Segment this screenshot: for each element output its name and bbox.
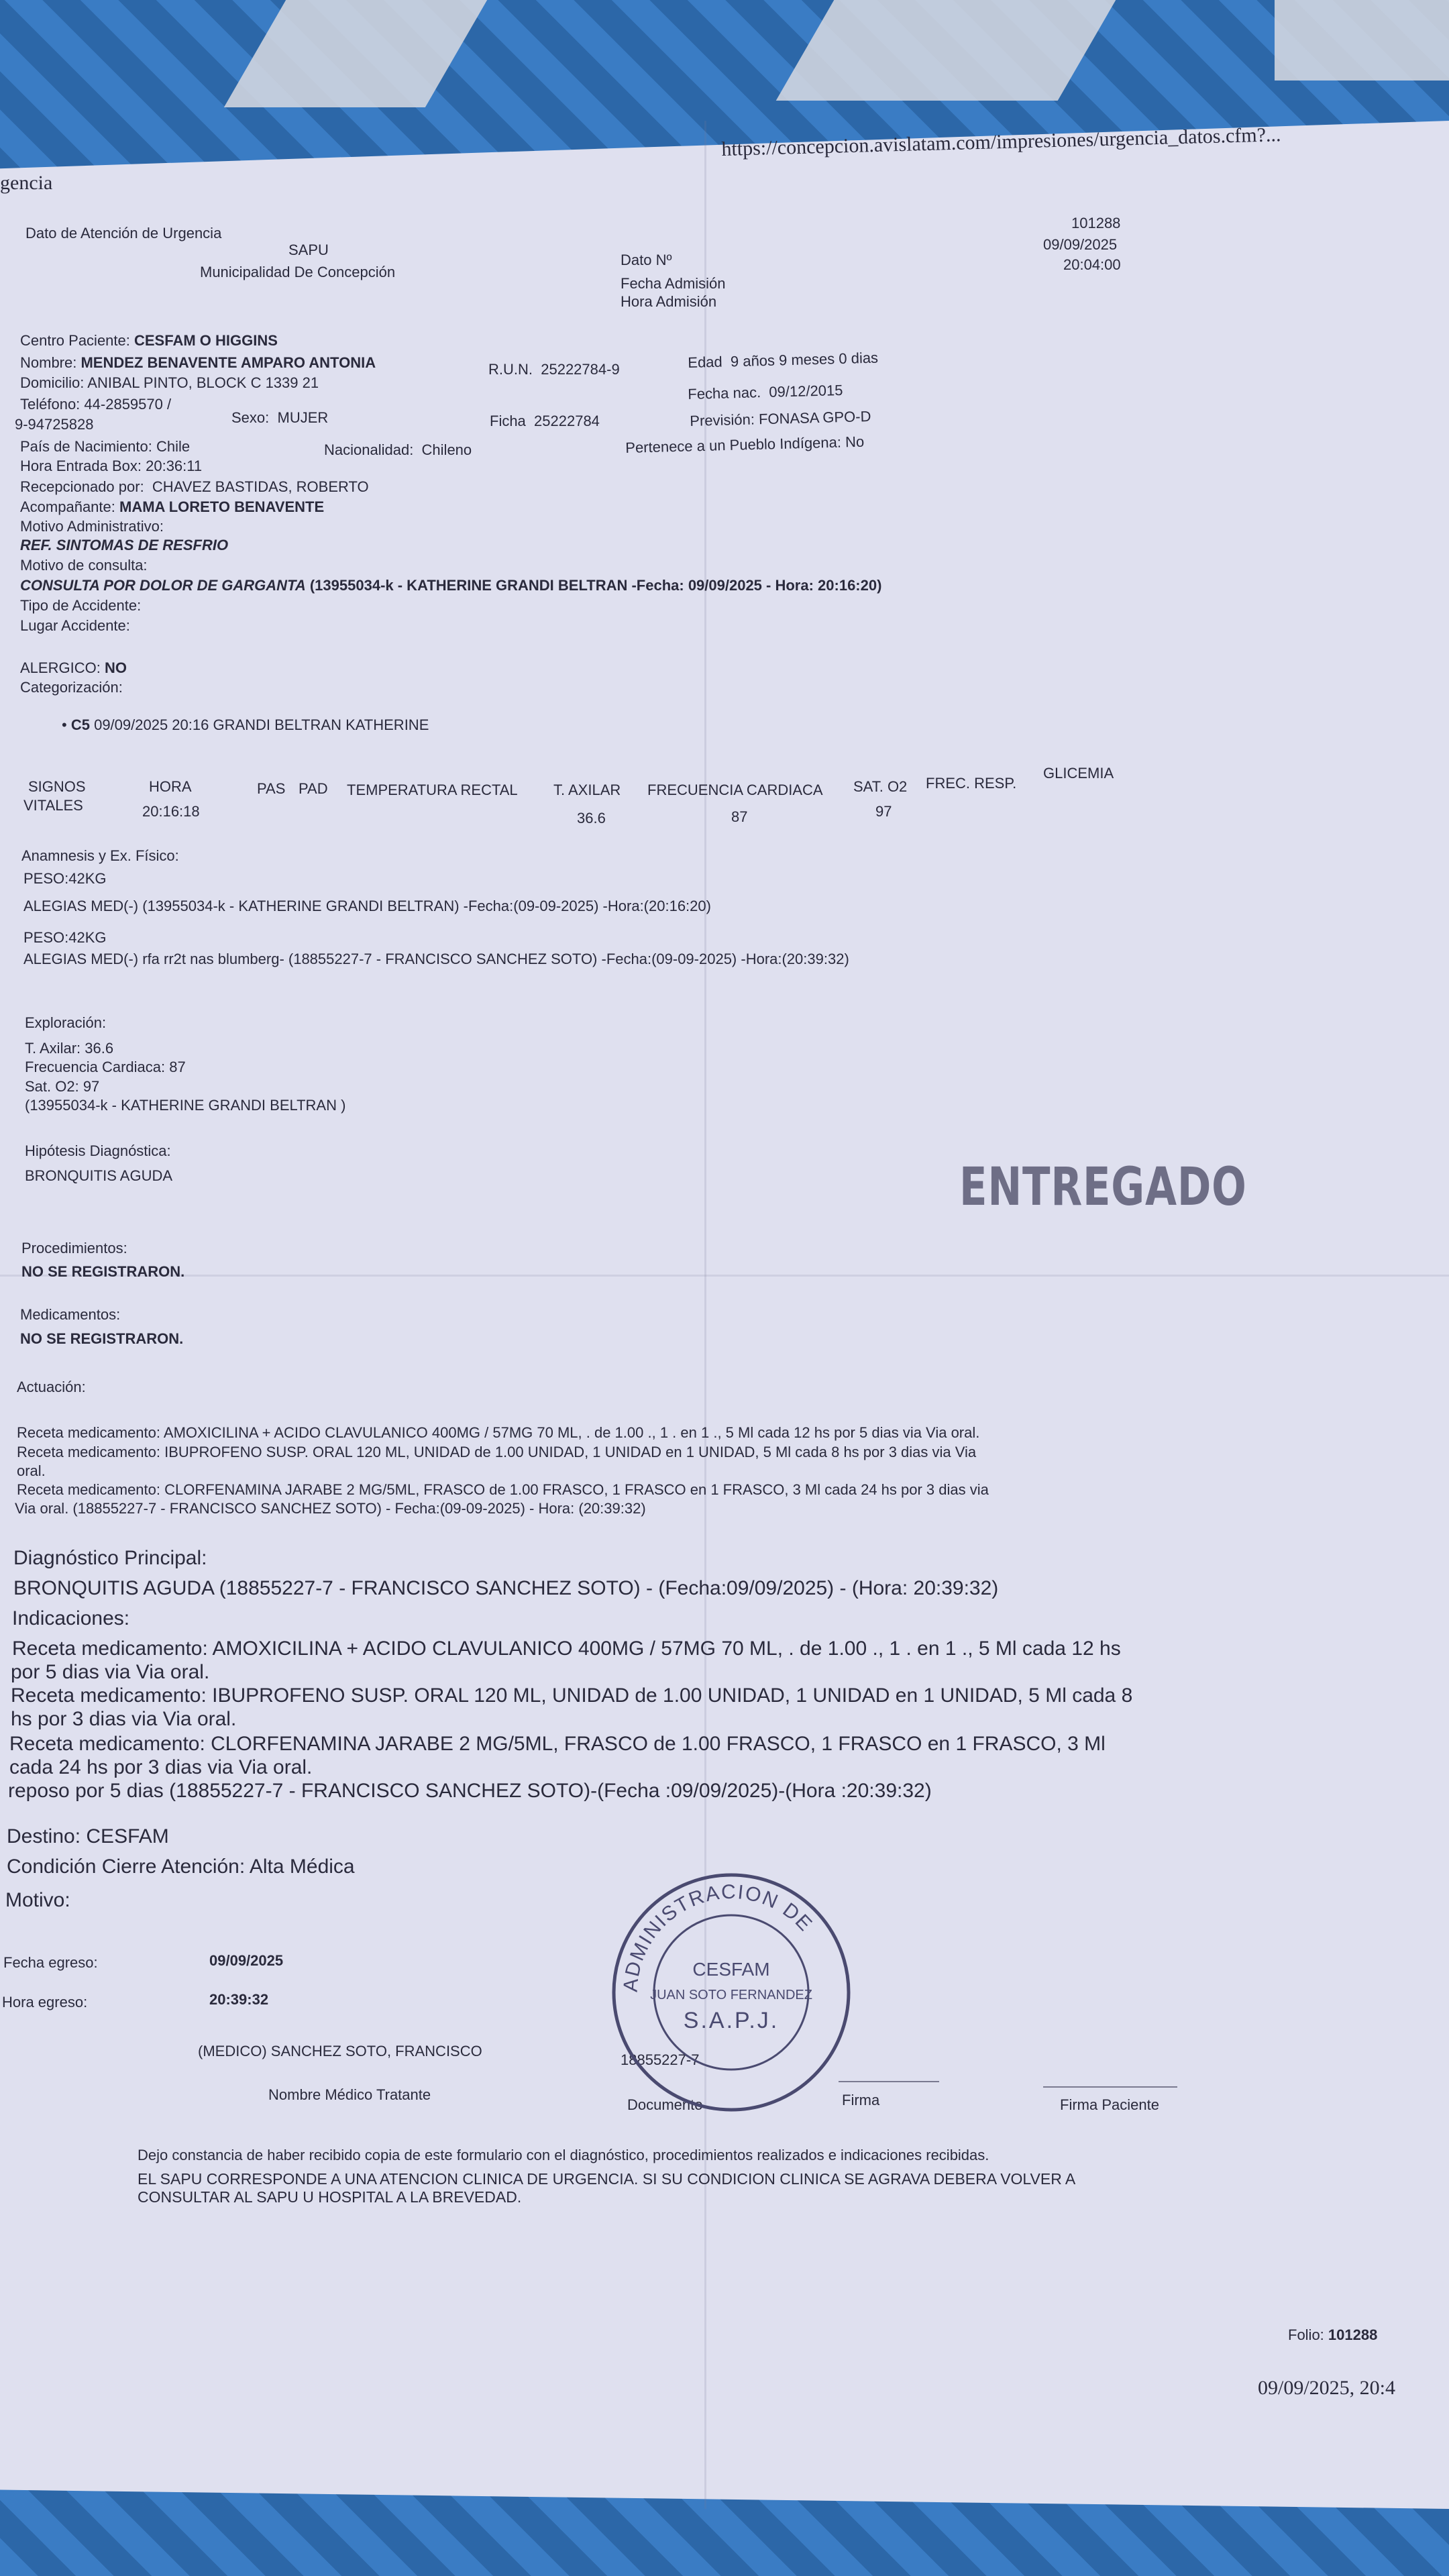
hora-egreso-label: Hora egreso:	[2, 1994, 88, 2010]
sexo-label: Sexo:	[231, 409, 270, 426]
telefono-2: 9-94725828	[15, 416, 94, 433]
anamnesis-line-2: ALEGIAS MED(-) rfa rr2t nas blumberg- (18855227-7 - FRANCISCO SANCHEZ SOTO) -Fecha:(09-09-2025) -Hora:(20:39:32)	[23, 951, 849, 967]
cat-detail: 09/09/2025 20:16 GRANDI BELTRAN KATHERINE	[94, 716, 429, 733]
anamnesis-peso-2: PESO:42KG	[23, 929, 107, 946]
org-sapu: SAPU	[288, 241, 329, 258]
lugar-accidente-label: Lugar Accidente:	[20, 617, 130, 634]
exploracion-line: Frecuencia Cardiaca: 87	[25, 1059, 186, 1075]
categorizacion-item: • C5 09/09/2025 20:16 GRANDI BELTRAN KATHERINE	[62, 716, 429, 733]
org-municipalidad: Municipalidad De Concepción	[200, 264, 396, 280]
vitals-header-fc: FRECUENCIA CARDIACA	[647, 782, 823, 798]
vitals-header-taxilar: T. AXILAR	[553, 782, 621, 798]
exploracion-line: T. Axilar: 36.6	[25, 1040, 114, 1057]
actuacion-line: oral.	[17, 1462, 46, 1479]
acompanante: MAMA LORETO BENAVENTE	[119, 498, 325, 515]
motivo-consulta-meta: (13955034-k - KATHERINE GRANDI BELTRAN -Fecha: 09/09/2025 - Hora: 20:16:20)	[309, 577, 882, 594]
motivo-consulta-label: Motivo de consulta:	[20, 557, 148, 574]
vitals-fc: 87	[731, 808, 748, 825]
vitals-header-glicemia: GLICEMIA	[1043, 765, 1114, 782]
dato-no-label: Dato Nº	[621, 252, 672, 268]
medicamentos-label: Medicamentos:	[20, 1306, 121, 1323]
cat-code: C5	[70, 716, 90, 733]
folio: 101288	[1328, 2326, 1378, 2343]
pais: Chile	[156, 438, 191, 455]
ficha-label: Ficha	[490, 413, 526, 429]
run-label: R.U.N.	[488, 361, 533, 378]
medicamentos-value: NO SE REGISTRARON.	[20, 1330, 184, 1347]
footer-line-1: Dejo constancia de haber recibido copia de este formulario con el diagnóstico, procedimientos realizados e indicaciones recibidas.	[138, 2147, 989, 2163]
motivo-adm-label: Motivo Administrativo:	[20, 518, 164, 535]
anamnesis-label: Anamnesis y Ex. Físico:	[21, 847, 179, 864]
cesfam-seal	[607, 1868, 855, 2116]
seal-center-2: JUAN SOTO FERNANDEZ	[650, 1988, 812, 2002]
actuacion-line: Receta medicamento: CLORFENAMINA JARABE 2 MG/5ML, FRASCO de 1.00 FRASCO, 1 FRASCO en 1 FRASCO, 3 Ml cada 24 hs por 3 dias via	[17, 1481, 989, 1498]
dato-no: 101288	[1071, 215, 1121, 231]
vitals-label-2: VITALES	[23, 797, 83, 814]
hora-admision-label: Hora Admisión	[621, 293, 717, 310]
condicion-cierre: Condición Cierre Atención: Alta Médica	[7, 1856, 355, 1878]
indicaciones-label: Indicaciones:	[12, 1607, 130, 1629]
procedimientos-label: Procedimientos:	[21, 1240, 127, 1256]
motivo-adm: REF. SINTOMAS DE RESFRIO	[20, 537, 229, 553]
nacionalidad-label: Nacionalidad:	[324, 441, 414, 458]
seal-center-3: S.A.P.J.	[683, 2008, 780, 2033]
fecha-egreso-label: Fecha egreso:	[3, 1954, 98, 1971]
hora-admision: 20:04:00	[1063, 256, 1121, 273]
vitals-header-temp: TEMPERATURA RECTAL	[347, 782, 518, 798]
vitals-header-fr: FREC. RESP.	[926, 775, 1017, 792]
anamnesis-line-1: ALEGIAS MED(-) (13955034-k - KATHERINE GRANDI BELTRAN) -Fecha:(09-09-2025) -Hora:(20:16:20)	[23, 898, 711, 914]
pais-label: País de Nacimiento:	[20, 438, 152, 455]
fecha-nac-label: Fecha nac.	[688, 384, 761, 402]
edad-label: Edad	[688, 353, 723, 371]
paper-fold	[0, 1275, 1449, 1277]
motivo-cierre: Motivo:	[5, 1889, 70, 1911]
domicilio-label: Domicilio:	[20, 374, 85, 391]
print-date: 09/09/2025, 20:4	[1258, 2377, 1396, 2399]
vitals-header-hora: HORA	[149, 778, 192, 795]
exploracion-label: Exploración:	[25, 1014, 107, 1031]
browser-header-fragment: gencia	[0, 172, 53, 194]
indicaciones-line: hs por 3 dias via Via oral.	[11, 1708, 237, 1730]
fecha-nac: 09/12/2015	[769, 381, 843, 400]
hora-egreso: 20:39:32	[209, 1991, 269, 2008]
actuacion-line: Via oral. (18855227-7 - FRANCISCO SANCHEZ SOTO) - Fecha:(09-09-2025) - Hora: (20:39:32)	[15, 1500, 646, 1517]
seal-ring-text: ADMINISTRACION DE	[619, 1880, 817, 1993]
seal-center-1: CESFAM	[692, 1959, 770, 1980]
indigena-label: Pertenece a un Pueblo Indígena:	[625, 433, 842, 456]
run: 25222784-9	[541, 361, 620, 378]
vitals-header-pad: PAD	[299, 780, 328, 797]
tipo-accidente-label: Tipo de Accidente:	[20, 597, 142, 614]
centro-paciente: CESFAM O HIGGINS	[134, 332, 278, 349]
entregado-stamp: ENTREGADO	[959, 1157, 1247, 1218]
actuacion-line: Receta medicamento: IBUPROFENO SUSP. ORAL 120 ML, UNIDAD de 1.00 UNIDAD, 1 UNIDAD en 1 UNIDAD, 5 Ml cada 8 hs por 3 dias via Via	[17, 1444, 977, 1460]
centro-label: Centro Paciente:	[20, 332, 130, 349]
indicaciones-line: Receta medicamento: IBUPROFENO SUSP. ORAL 120 ML, UNIDAD de 1.00 UNIDAD, 1 UNIDAD en 1 UNIDAD, 5 Ml cada 8	[11, 1684, 1133, 1707]
indicaciones-line: cada 24 hs por 3 dias via Via oral.	[9, 1756, 313, 1778]
exploracion-line: (13955034-k - KATHERINE GRANDI BELTRAN )	[25, 1097, 346, 1114]
nombre-label: Nombre:	[20, 354, 77, 371]
fecha-admision-label: Fecha Admisión	[621, 275, 726, 292]
nacionalidad: Chileno	[421, 441, 472, 458]
hora-box-label: Hora Entrada Box:	[20, 458, 142, 474]
procedimientos-value: NO SE REGISTRARON.	[21, 1263, 185, 1280]
diagnostico-value: BRONQUITIS AGUDA (18855227-7 - FRANCISCO SANCHEZ SOTO) - (Fecha:09/09/2025) - (Hora: 20:39:32)	[13, 1577, 999, 1599]
nombre-medico-label: Nombre Médico Tratante	[268, 2086, 431, 2103]
vitals-header-sat: SAT. O2	[853, 778, 908, 795]
exploracion-line: Sat. O2: 97	[25, 1078, 100, 1095]
doc-title: Dato de Atención de Urgencia	[25, 225, 222, 241]
hora-box: 20:36:11	[146, 458, 203, 474]
prevision: FONASA GPO-D	[758, 407, 871, 428]
prevision-label: Previsión:	[690, 411, 755, 429]
sexo: MUJER	[277, 409, 329, 426]
telefono: 44-2859570 /	[84, 396, 172, 413]
indicaciones-line: Receta medicamento: CLORFENAMINA JARABE 2 MG/5ML, FRASCO de 1.00 FRASCO, 1 FRASCO en 1 FRASCO, 3 Ml	[9, 1733, 1106, 1755]
fecha-egreso: 09/09/2025	[209, 1952, 284, 1969]
alergico-label: ALERGICO:	[20, 659, 101, 676]
print-url: https://concepcion.avislatam.com/impresiones/urgencia_datos.cfm?...	[721, 123, 1281, 160]
vitals-sat: 97	[875, 803, 892, 820]
domicilio: ANIBAL PINTO, BLOCK C 1339 21	[87, 374, 319, 391]
documento-number: 18855227-7	[621, 2051, 700, 2068]
hipotesis-value: BRONQUITIS AGUDA	[25, 1167, 173, 1184]
folio-label: Folio:	[1288, 2326, 1324, 2343]
categorizacion-label: Categorización:	[20, 679, 123, 696]
anamnesis-peso-1: PESO:42KG	[23, 870, 107, 887]
vitals-taxilar: 36.6	[577, 810, 606, 826]
recepcionado-label: Recepcionado por:	[20, 478, 144, 495]
recepcionado: CHAVEZ BASTIDAS, ROBERTO	[152, 478, 369, 495]
firma-label: Firma	[842, 2092, 880, 2108]
documento-label: Documento	[627, 2096, 703, 2113]
edad: 9 años 9 meses 0 dias	[730, 349, 879, 370]
ficha: 25222784	[534, 413, 600, 429]
indigena: No	[845, 433, 865, 451]
telefono-label: Teléfono:	[20, 396, 80, 413]
motivo-consulta: CONSULTA POR DOLOR DE GARGANTA	[20, 577, 306, 594]
vitals-label-1: SIGNOS	[28, 778, 86, 795]
patient-name: MENDEZ BENAVENTE AMPARO ANTONIA	[80, 354, 376, 371]
destino: Destino: CESFAM	[7, 1825, 169, 1847]
indicaciones-line: Receta medicamento: AMOXICILINA + ACIDO CLAVULANICO 400MG / 57MG 70 ML, . de 1.00 ., 1 . en 1 ., 5 Ml cada 12 hs	[12, 1638, 1121, 1660]
actuacion-label: Actuación:	[17, 1379, 86, 1395]
firma-paciente-label: Firma Paciente	[1060, 2096, 1159, 2113]
hipotesis-label: Hipótesis Diagnóstica:	[25, 1142, 171, 1159]
vitals-hora: 20:16:18	[142, 803, 200, 820]
medico-tratante: (MEDICO) SANCHEZ SOTO, FRANCISCO	[198, 2043, 482, 2059]
fecha-admision: 09/09/2025	[1043, 236, 1118, 253]
alergico: NO	[104, 659, 127, 676]
diagnostico-label: Diagnóstico Principal:	[13, 1547, 207, 1569]
firma-paciente-line	[1043, 2086, 1177, 2088]
footer-line-2: EL SAPU CORRESPONDE A UNA ATENCION CLINICA DE URGENCIA. SI SU CONDICION CLINICA SE AGRAVA DEBERA VOLVER A	[138, 2170, 1076, 2188]
acompanante-label: Acompañante:	[20, 498, 115, 515]
vitals-header-pas: PAS	[257, 780, 286, 797]
actuacion-line: Receta medicamento: AMOXICILINA + ACIDO CLAVULANICO 400MG / 57MG 70 ML, . de 1.00 ., 1 . en 1 ., 5 Ml cada 12 hs por 5 dias via Via oral.	[17, 1424, 980, 1441]
indicaciones-line: reposo por 5 dias (18855227-7 - FRANCISCO SANCHEZ SOTO)-(Fecha :09/09/2025)-(Hora :20:39:32)	[8, 1780, 932, 1802]
footer-line-3: CONSULTAR AL SAPU U HOSPITAL A LA BREVEDAD.	[138, 2188, 522, 2206]
indicaciones-line: por 5 dias via Via oral.	[11, 1661, 210, 1683]
